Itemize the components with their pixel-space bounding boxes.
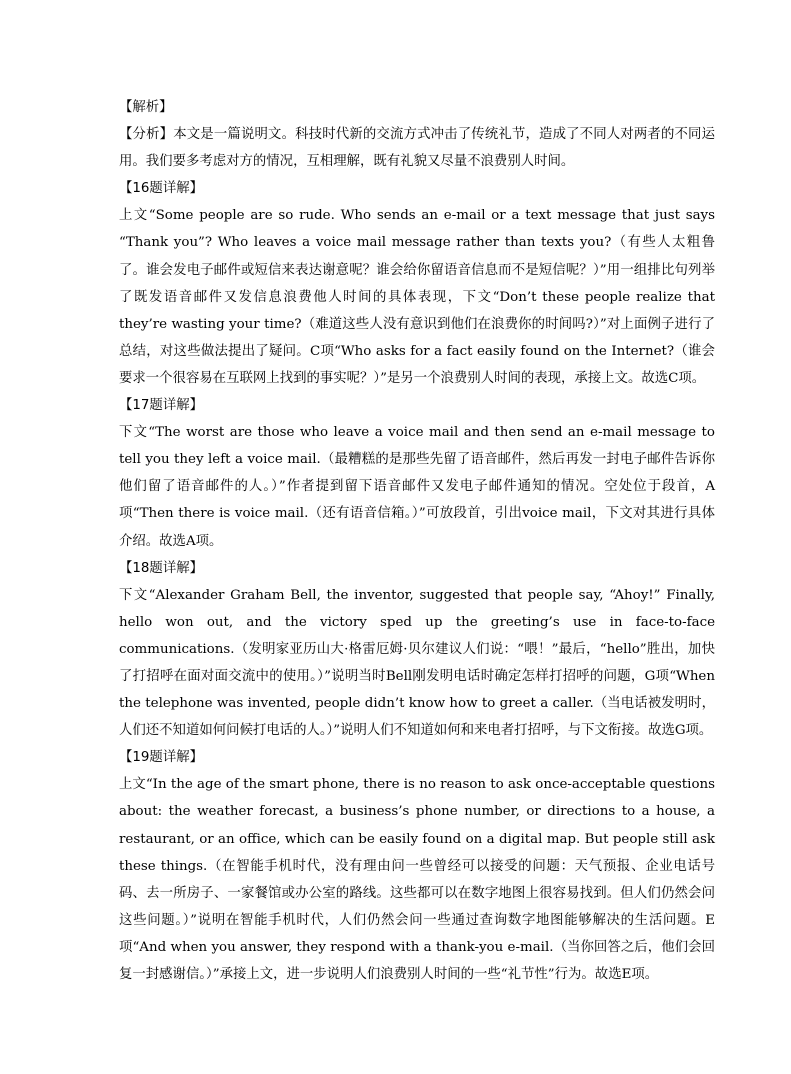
analysis-heading: 【解析】 bbox=[119, 100, 173, 115]
q17-explanation: 下文“The worst are those who leave a voice mail and then send an e-mail message to tell you they left a voice mail.（最糟糕的是那些先留了语音邮件，然后再发一封电子邮件告诉你他们留了语音邮件的人。）”作者提到留下语音邮件又发电子邮件通知的情况。空处位于段首，A项“Then there is voice mail.（还有语音信箱。）”可放段首，引出voice mail，下文对其进行具体介绍。故选A项。 bbox=[119, 425, 715, 549]
q19-explanation: 上文“In the age of the smart phone, there is no reason to ask once-acceptable questions about: the weather forecast, a business’s phone number, or directions to a house, a restaurant, or an office, which can be easily found on a digital map. But people still ask these things.（在智能手机时代，没有理由问一些曾经可以接受的问题：天气预报、企业电话号码、去一所房子、一家餐馆或办公室的路线。这些都可以在数字地图上很容易找到。但人们仍然会问这些问题。）”说明在智能手机时代，人们仍然会问一些通过查询数字地图能够解决的生活问题。E项“And when you answer, they respond with a thank-you e-mail.（当你回答之后，他们会回复一封感谢信。）”承接上文，进一步说明人们浪费别人时间的一些“礼节性”行为。故选E项。 bbox=[119, 777, 715, 982]
q16-explanation: 上文“Some people are so rude. Who sends an e-mail or a text message that just says “Thank you”? Who leaves a voice mail message rather than texts you?（有些人太粗鲁了。谁会发电子邮件或短信来表达谢意呢？谁会给你留语音信息而不是短信呢？）”用一组排比句列举了既发语音邮件又发信息浪费他人时间的具体表现，下文“Don’t these people realize that they’re wasting your time?（难道这些人没有意识到他们在浪费你的时间吗?）”对上面例子进行了总结，对这些做法提出了疑问。C项“Who asks for a fact easily found on the Internet?（谁会要求一个很容易在互联网上找到的事实呢？）”是另一个浪费别人时间的表现，承接上文。故选C项。 bbox=[119, 208, 715, 386]
document-page bbox=[119, 94, 715, 988]
q18-explanation: 下文“Alexander Graham Bell, the inventor, suggested that people say, “Ahoy!” Finally, hello won out, and the victory sped up the greeting’s use in face-to-face communications.（发明家亚历山大·格雷厄姆·贝尔建议人们说：“喂！”最后，“hello”胜出，加快了打招呼在面对面交流中的使用。）”说明当时Bell刚发明电话时确定怎样打招呼的问题，G项“When the telephone was invented, people didn’t know how to greet a caller.（当电话被发明时，人们还不知道如何问候打电话的人。）”说明人们不知道如何和来电者打招呼，与下文衔接。故选G项。 bbox=[119, 587, 715, 739]
q18-heading: 【18题详解】 bbox=[119, 560, 203, 576]
q19-heading: 【19题详解】 bbox=[119, 750, 203, 766]
q16-heading: 【16题详解】 bbox=[119, 181, 203, 197]
analysis-summary: 【分析】本文是一篇说明文。科技时代新的交流方式冲击了传统礼节，造成了不同人对两者的不同运用。我们要多考虑对方的情况，互相理解，既有礼貌又尽量不浪费别人时间。 bbox=[119, 127, 715, 170]
q17-heading: 【17题详解】 bbox=[119, 398, 203, 414]
